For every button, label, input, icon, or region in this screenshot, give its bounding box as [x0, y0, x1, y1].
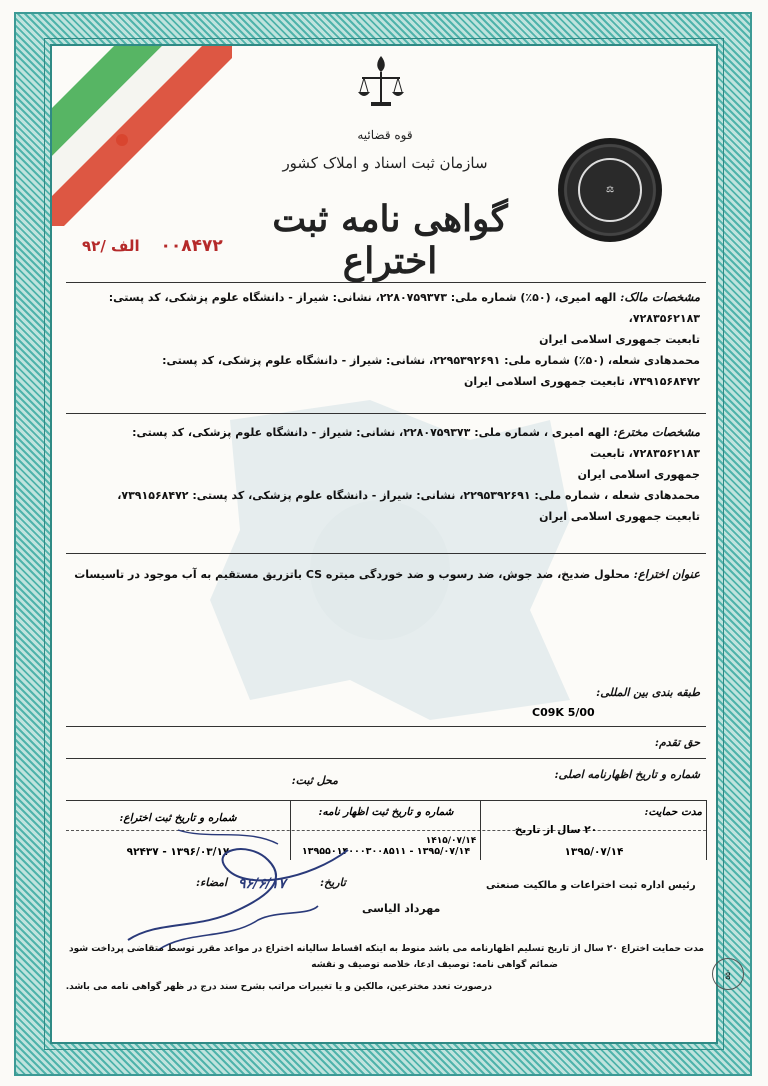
signatory-name: مهرداد الیاسی — [362, 902, 441, 915]
inventor-line-1: الهه امیری ، شماره ملی: ۲۲۸۰۷۵۹۳۷۳، نشانی: شیراز - دانشگاه علوم پزشکی، کد پستی: ۷۲۸۳۵۶۲۱۸۳، تابعیت — [132, 426, 700, 460]
registration-place-label: محل ثبت: — [291, 774, 338, 787]
certificate-title: گواهی نامه ثبت اختراع — [272, 198, 508, 282]
classification-value: C09K 5/00 — [532, 706, 595, 719]
inventor-line-4: تابعیت جمهوری اسلامی ایران — [539, 510, 700, 523]
authority-name: قوه قضائیه — [357, 128, 413, 142]
fee-stamp-icon: ۵۵۰ — [712, 958, 744, 990]
grid-rule — [480, 800, 481, 860]
declaration-date-2: ۱۴۱۵/۰۷/۱۴ — [425, 836, 477, 846]
footer-note-3: درصورت تعدد مخترعین، مالکین و یا تغییرات مراتب بشرح سند درج در ظهر گواهی نامه می باشد. — [65, 982, 492, 992]
organization-name: سازمان ثبت اسناد و املاک کشور — [282, 154, 488, 172]
official-seal — [558, 138, 662, 242]
footer-note-2: ضمائم گواهی نامه: توصیف ادعا، خلاصه توصیف و نقشه — [311, 960, 558, 970]
signatory-role: رئیس اداره ثبت اختراعات و مالکیت صنعتی — [486, 880, 696, 891]
declaration-number: ۱۳۹۵/۰۷/۱۴ - ۱۳۹۵۵۰۱۴۰۰۰۳۰۰۸۵۱۱ — [301, 846, 471, 857]
inventor-line-2: جمهوری اسلامی ایران — [577, 468, 700, 481]
registration-number: ۱۳۹۶/۰۳/۱۷ - ۹۲۴۳۷ — [126, 846, 230, 858]
iran-flag-ribbon — [52, 46, 232, 226]
seal-emblem-icon: ⚖ — [578, 158, 642, 222]
declaration-label: شماره و تاریخ اظهارنامه اصلی: — [554, 768, 700, 781]
divider — [66, 758, 706, 759]
grid-rule — [706, 800, 707, 860]
serial-value: ۰۰۸۴۷۲ — [160, 236, 223, 256]
owner-line-2: تابعیت جمهوری اسلامی ایران — [539, 333, 700, 346]
owner-line-4: ۷۳۹۱۵۶۸۴۷۲، تابعیت جمهوری اسلامی ایران — [463, 375, 700, 388]
owner-section — [66, 282, 706, 414]
owner-label: مشخصات مالک: — [620, 290, 700, 304]
inventor-line-3: محمدهادی شعله ، شماره ملی: ۲۲۹۵۳۹۲۶۹۱، نشانی: شیراز - دانشگاه علوم پزشکی، کد پستی: ۷۳۹۱۵۶۸۴۷۲، — [117, 489, 700, 502]
signature-label: امضاء: — [196, 876, 228, 889]
classification-label: طبقه بندی بین المللی: — [596, 686, 700, 699]
owner-line-1: الهه امیری، (۵۰٪) شماره ملی: ۲۲۸۰۷۵۹۳۷۳، نشانی: شیراز - دانشگاه علوم پزشکی، کد پستی: ۷۲۸۳۵۶۲۱۸۳، — [108, 291, 700, 325]
invention-section — [66, 554, 706, 678]
protection-label: مدت حمایت: — [644, 806, 702, 818]
serial-number — [82, 236, 223, 256]
protection-value: ۲۰ سال از تاریخ — [514, 824, 598, 836]
divider — [66, 726, 706, 727]
date-label: تاریخ: — [320, 876, 346, 889]
serial-prefix: الف /۹۲ — [82, 237, 140, 255]
declaration-header: شماره و تاریخ ثبت اظهار نامه: — [318, 806, 454, 818]
judiciary-scales-emblem — [356, 52, 406, 108]
owner-line-3: محمدهادی شعله، (۵۰٪) شماره ملی: ۲۲۹۵۳۹۲۶۹۱، نشانی: شیراز - دانشگاه علوم پزشکی، کد پستی: — [162, 354, 700, 367]
invention-title: محلول ضدیخ، ضد جوش، ضد رسوب و ضد خوردگی میتره CS باتزریق مستقیم به آب موجود در تاسیسات — [74, 568, 630, 581]
registration-header: شماره و تاریخ ثبت اختراع: — [119, 812, 237, 824]
inventor-section — [66, 414, 706, 554]
priority-label: حق تقدم: — [654, 736, 700, 749]
invention-label: عنوان اختراع: — [633, 567, 700, 581]
handwritten-signature — [118, 820, 378, 960]
protection-date: ۱۳۹۵/۰۷/۱۴ — [564, 846, 624, 858]
footer-note-1: مدت حمایت اختراع ۲۰ سال از تاریخ تسلیم اظهارنامه می باشد منوط به اینکه اقساط سالیانه اختراع در مواعد مقرر توسط متقاضی پرداخت شود — [68, 944, 704, 954]
handwritten-date: ۹۶/۶/۱۷ — [238, 876, 286, 892]
inventor-label: مشخصات مخترع: — [613, 425, 700, 439]
